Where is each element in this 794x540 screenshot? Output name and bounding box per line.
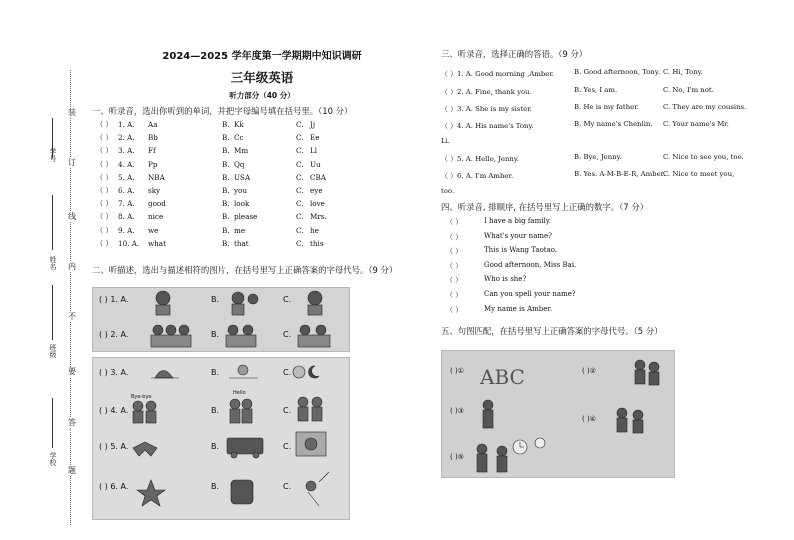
option-b-label: B. [222, 172, 230, 182]
question-number: 8. A. [118, 212, 135, 222]
option-a-text: Aa [148, 120, 158, 129]
margin-char: 答 [68, 418, 76, 427]
option-c: C. [283, 295, 292, 304]
s3-question-row [441, 68, 776, 79]
s3-question-row [441, 137, 776, 148]
sentence-text: Can you spell your name? [484, 290, 576, 298]
section-3-title: 三、听录音，选择正确的答语。（9 分） [441, 49, 588, 59]
section-1-title: 一、听录音，选出你听到的单词，并把字母编号填在括号里。（10 分） [92, 106, 353, 116]
section-2-photo-bottom [92, 357, 350, 520]
sentence-text: Good afternoon, Miss Bai. [484, 260, 577, 269]
margin-char: 装 [68, 108, 76, 117]
option-a-text: Ff [148, 146, 156, 156]
option-c-label: C. [296, 199, 304, 209]
cut-line [70, 70, 74, 525]
section-2-title: 二、听描述，选出与描述相符的图片，在括号里写上正确答案的字母代号。（9 分） [92, 265, 398, 275]
option-c-text: CBA [310, 172, 326, 182]
option-c-label: C. [296, 172, 304, 182]
question-number: 1. A. [118, 120, 135, 129]
q-label: ( ) 6. A. [99, 482, 129, 491]
option-b-label: B. [222, 186, 230, 195]
option-c-text: C. Hi, Tony. [663, 68, 703, 76]
s1-question-row [96, 145, 336, 156]
sentence-text: This is Wang Taotao. [484, 246, 558, 255]
q-label: ( ) 1. A. [99, 295, 129, 304]
answer-blank[interactable]: （ ） [96, 172, 113, 182]
s3-question-row [441, 120, 776, 131]
question-text[interactable]: （ ）5. A. Hello, Jenny. [441, 155, 519, 163]
option-b-text: Cc [234, 133, 244, 143]
option-c: C. [283, 482, 292, 491]
option-c-text: Jj [310, 120, 316, 129]
answer-blank[interactable]: （ ） [446, 276, 463, 285]
exam-subject: 三年级英语 [230, 70, 294, 85]
answer-blank[interactable]: （ ） [96, 120, 113, 129]
option-c-label: C. [296, 212, 304, 222]
s1-question-row [96, 159, 336, 170]
q-label: ( )④ [582, 415, 596, 423]
option-a-text: sky [148, 186, 161, 195]
option-c-text: C. No, I'm not. [663, 86, 714, 94]
q-label: ( ) 3. A. [99, 368, 129, 377]
question-text[interactable]: （ ）4. A. His name's Tony. [441, 122, 534, 130]
option-b-text: B. Yes. A-M-B-E-R, Amber. [574, 170, 666, 178]
option-a-text: good [148, 199, 166, 209]
question-number: 3. A. [118, 146, 135, 156]
option-b-label: B. [222, 212, 230, 222]
question-number: 6. A. [118, 186, 135, 195]
option-b-text: Mm [234, 146, 249, 156]
s4-order-row [446, 275, 676, 286]
option-c: C. [283, 330, 292, 339]
option-c-text: C. Your name's Mr. [663, 120, 729, 128]
answer-blank[interactable]: （ ） [446, 218, 463, 226]
student-id-label: 学号 [49, 148, 57, 162]
option-b-label: B. [222, 225, 230, 235]
option-b-text: B. Good afternoon, Tony. [574, 68, 661, 76]
q-label: ( )⑤ [450, 453, 464, 461]
option-c-label: C. [296, 146, 304, 156]
hello-caption: Hello [233, 390, 246, 396]
s4-order-row [446, 261, 676, 272]
option-b: B. [211, 482, 220, 491]
abc-letters: ABC [480, 365, 525, 389]
option-b-text: that [234, 238, 249, 248]
s4-order-row [446, 217, 676, 228]
q-label: ( ) 5. A. [99, 442, 129, 451]
question-number: 9. A. [118, 225, 135, 235]
question-number: 7. A. [118, 199, 135, 209]
answer-blank[interactable]: （ ） [96, 238, 113, 248]
question-text[interactable]: （ ）3. A. She is my sister. [441, 105, 532, 113]
question-number: 2. A. [118, 133, 135, 143]
option-b: B. [211, 330, 220, 339]
question-number: 5. A. [118, 172, 135, 182]
answer-blank[interactable]: （ ） [96, 199, 113, 209]
option-a-text: nice [148, 212, 164, 222]
binding-margin [0, 0, 90, 540]
section-4-title: 四、听录音, 排顺序, 在括号里写上正确的数字。（7 分） [441, 202, 649, 212]
option-a-text: we [148, 225, 159, 235]
option-b-text: B. Yes, I am. [574, 86, 618, 94]
section-5-photo [441, 350, 675, 478]
option-b-label: B. [222, 133, 230, 143]
section-2-photo-top [92, 287, 350, 352]
option-c-text: love [310, 199, 325, 209]
s4-order-row [446, 305, 676, 316]
q-label: ( )② [582, 367, 596, 375]
question-text[interactable]: too. [441, 187, 455, 195]
cartoon-figures [93, 358, 350, 520]
school-label: 学校 [49, 452, 57, 466]
option-b: B. [211, 406, 220, 415]
option-b-label: B. [222, 159, 230, 169]
margin-char: 订 [68, 158, 76, 167]
question-number: 4. A. [118, 159, 135, 169]
s4-order-row [446, 232, 676, 243]
option-a-text: Bb [148, 133, 158, 143]
name-label: 姓名 [49, 256, 57, 270]
q-label: ( ) 2. A. [99, 330, 129, 339]
answer-blank[interactable]: （ ） [446, 261, 463, 270]
answer-blank[interactable]: （ ） [96, 146, 113, 156]
option-b-text: me [234, 225, 246, 235]
s3-question-row [441, 86, 776, 97]
option-b-label: B. [222, 199, 230, 209]
option-c-label: C. [296, 159, 304, 169]
option-b-text: Kk [234, 120, 244, 129]
option-b: B. [211, 368, 220, 377]
option-c-text: Ee [310, 133, 320, 143]
s1-question-row [96, 198, 336, 209]
option-c-text: Uu [310, 159, 321, 169]
option-c: C. [283, 368, 292, 377]
option-b-label: B. [222, 120, 230, 129]
cartoon-figures [93, 288, 350, 352]
sentence-text: What's your name? [484, 231, 552, 240]
bye-bye-caption: Bye-bye [131, 394, 152, 400]
s1-question-row [96, 172, 336, 183]
s3-question-row [441, 170, 776, 181]
option-c-text: he [310, 225, 319, 235]
option-c-label: C. [296, 133, 304, 143]
answer-blank[interactable]: （ ） [96, 225, 113, 235]
option-b-text: USA [234, 172, 251, 182]
s1-question-row [96, 211, 336, 222]
option-b-text: you [234, 186, 248, 195]
option-c: C. [283, 406, 292, 415]
answer-blank[interactable]: （ ） [446, 291, 463, 299]
answer-blank[interactable]: （ ） [96, 212, 113, 222]
option-c-label: C. [296, 120, 304, 129]
answer-blank[interactable]: （ ） [446, 232, 463, 241]
field-underline [52, 195, 53, 250]
s1-question-row [96, 185, 336, 196]
margin-char: 要 [68, 367, 76, 376]
option-c-label: C. [296, 186, 304, 195]
option-b-text: B. He is my father. [574, 103, 639, 111]
question-text[interactable]: （ ）2. A. Fine, thank you. [441, 88, 532, 96]
option-b-label: B. [222, 238, 230, 248]
answer-blank[interactable]: （ ） [96, 159, 113, 169]
option-a-text: Pp [148, 159, 158, 169]
option-c-text: C. Nice to meet you, [663, 170, 735, 178]
option-b-text: please [234, 212, 258, 222]
answer-blank[interactable]: （ ） [446, 305, 463, 314]
s4-order-row [446, 246, 676, 257]
question-text[interactable]: Li. [441, 137, 450, 145]
cartoon-figures [442, 351, 675, 478]
option-c-text: Ll [310, 146, 318, 156]
q-label: ( )① [450, 367, 464, 375]
margin-char: 线 [68, 212, 76, 221]
margin-char: 不 [68, 312, 76, 321]
margin-char: 内 [68, 262, 76, 271]
option-b-text: Qq [234, 159, 245, 169]
option-b-text: B. Bye, Jenny. [574, 153, 622, 161]
listening-part-label: 听力部分（40 分） [229, 91, 295, 100]
q-label: ( )③ [450, 407, 464, 415]
sentence-text: I have a big family. [484, 217, 551, 225]
exam-title: 2024—2025 学年度第一学期期中知识调研 [162, 51, 362, 62]
section-5-title: 五、句图匹配，在括号里写上正确答案的字母代号。（5 分） [441, 326, 663, 336]
margin-char: 题 [68, 466, 76, 475]
s1-question-row [96, 225, 336, 236]
question-text[interactable]: （ ）6. A. I'm Amber. [441, 172, 514, 180]
option-b-text: B. My name's Chenlin. [574, 120, 653, 128]
option-b: B. [211, 442, 220, 451]
option-c-text: C. They are my cousins. [663, 103, 747, 111]
q-label: ( ) 4. A. [99, 406, 129, 415]
s4-order-row [446, 290, 676, 301]
field-underline [52, 285, 53, 340]
option-c-text: this [310, 238, 324, 248]
s1-question-row [96, 119, 336, 130]
s1-question-row [96, 132, 336, 143]
s3-question-row [441, 103, 776, 114]
option-a-text: what [148, 238, 166, 248]
class-label: 班级 [49, 344, 57, 358]
option-c: C. [283, 442, 292, 451]
answer-blank[interactable]: （ ） [446, 247, 463, 256]
option-b: B. [211, 295, 220, 304]
option-c-text: eye [310, 186, 323, 195]
option-c-label: C. [296, 238, 304, 248]
field-underline [52, 398, 53, 448]
option-a-text: NBA [148, 172, 165, 182]
option-b-text: look [234, 199, 250, 209]
option-b-label: B. [222, 146, 230, 156]
s3-question-row [441, 187, 776, 198]
option-c-text: C. Nice to see you, too. [663, 153, 744, 161]
sentence-text: My name is Amber. [484, 304, 553, 313]
answer-blank[interactable]: （ ） [96, 186, 113, 195]
s3-question-row [441, 153, 776, 164]
sentence-text: Who is she? [484, 275, 527, 284]
s1-question-row [96, 238, 336, 249]
question-number: 10. A. [118, 238, 140, 248]
question-text[interactable]: （ ）1. A. Good morning ,Amber. [441, 70, 555, 78]
option-c-text: Mrs. [310, 212, 327, 222]
option-c-label: C. [296, 225, 304, 235]
answer-blank[interactable]: （ ） [96, 133, 113, 143]
